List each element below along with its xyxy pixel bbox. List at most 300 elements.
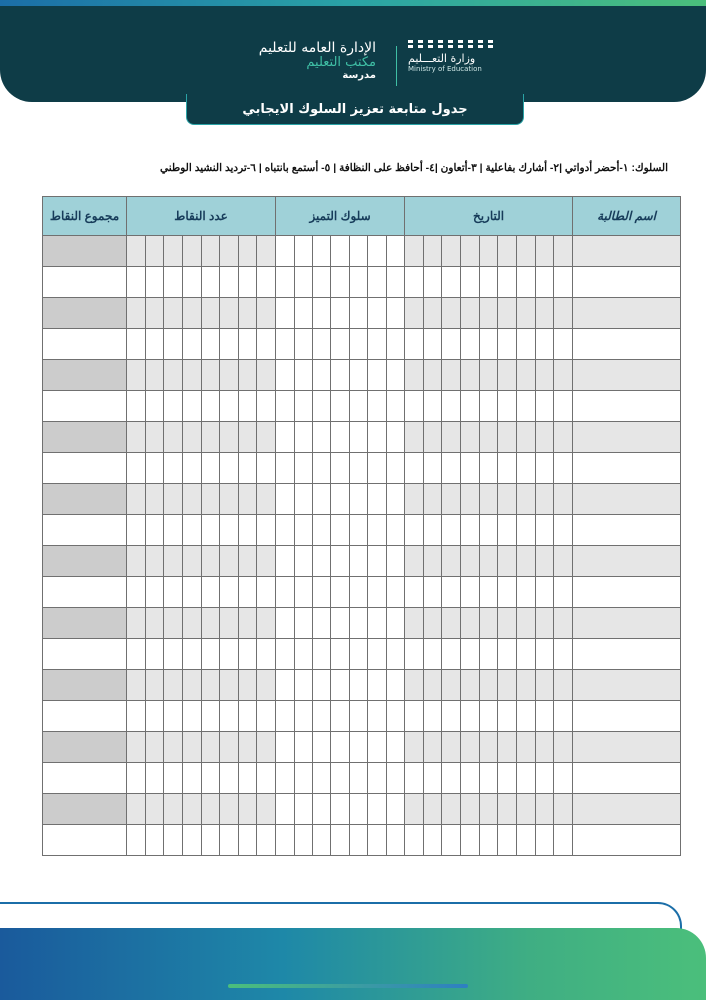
points-cell[interactable]	[145, 670, 164, 701]
behavior-cell[interactable]	[312, 825, 330, 856]
date-cell[interactable]	[516, 825, 535, 856]
behavior-cell[interactable]	[386, 236, 404, 267]
date-cell[interactable]	[498, 732, 517, 763]
points-cell[interactable]	[164, 763, 183, 794]
behavior-cell[interactable]	[368, 639, 386, 670]
points-cell[interactable]	[238, 825, 257, 856]
date-cell[interactable]	[461, 236, 480, 267]
date-cell[interactable]	[442, 825, 461, 856]
date-cell[interactable]	[479, 391, 498, 422]
date-cell[interactable]	[442, 546, 461, 577]
points-cell[interactable]	[127, 360, 146, 391]
date-cell[interactable]	[554, 298, 573, 329]
total-cell[interactable]	[43, 639, 127, 670]
points-cell[interactable]	[201, 422, 220, 453]
behavior-cell[interactable]	[276, 360, 294, 391]
behavior-cell[interactable]	[349, 484, 367, 515]
behavior-cell[interactable]	[276, 298, 294, 329]
student-name-cell[interactable]	[573, 422, 681, 453]
points-cell[interactable]	[220, 763, 239, 794]
points-cell[interactable]	[201, 825, 220, 856]
points-cell[interactable]	[238, 670, 257, 701]
points-cell[interactable]	[238, 484, 257, 515]
points-cell[interactable]	[238, 391, 257, 422]
points-cell[interactable]	[238, 577, 257, 608]
behavior-cell[interactable]	[312, 236, 330, 267]
behavior-cell[interactable]	[294, 360, 312, 391]
date-cell[interactable]	[461, 546, 480, 577]
date-cell[interactable]	[554, 701, 573, 732]
date-cell[interactable]	[423, 732, 442, 763]
total-cell[interactable]	[43, 608, 127, 639]
date-cell[interactable]	[423, 763, 442, 794]
date-cell[interactable]	[554, 546, 573, 577]
behavior-cell[interactable]	[349, 794, 367, 825]
points-cell[interactable]	[145, 546, 164, 577]
behavior-cell[interactable]	[294, 825, 312, 856]
behavior-cell[interactable]	[331, 763, 349, 794]
total-cell[interactable]	[43, 670, 127, 701]
points-cell[interactable]	[257, 360, 276, 391]
date-cell[interactable]	[423, 701, 442, 732]
date-cell[interactable]	[423, 236, 442, 267]
points-cell[interactable]	[164, 267, 183, 298]
date-cell[interactable]	[405, 453, 424, 484]
date-cell[interactable]	[479, 825, 498, 856]
behavior-cell[interactable]	[312, 639, 330, 670]
points-cell[interactable]	[238, 639, 257, 670]
date-cell[interactable]	[461, 267, 480, 298]
behavior-cell[interactable]	[349, 267, 367, 298]
points-cell[interactable]	[220, 732, 239, 763]
behavior-cell[interactable]	[312, 360, 330, 391]
behavior-cell[interactable]	[276, 236, 294, 267]
behavior-cell[interactable]	[276, 794, 294, 825]
points-cell[interactable]	[257, 639, 276, 670]
date-cell[interactable]	[423, 608, 442, 639]
date-cell[interactable]	[535, 701, 554, 732]
behavior-cell[interactable]	[331, 329, 349, 360]
points-cell[interactable]	[127, 670, 146, 701]
behavior-cell[interactable]	[386, 825, 404, 856]
behavior-cell[interactable]	[312, 608, 330, 639]
student-name-cell[interactable]	[573, 360, 681, 391]
behavior-cell[interactable]	[312, 577, 330, 608]
date-cell[interactable]	[516, 763, 535, 794]
date-cell[interactable]	[479, 639, 498, 670]
date-cell[interactable]	[516, 484, 535, 515]
date-cell[interactable]	[516, 794, 535, 825]
points-cell[interactable]	[127, 484, 146, 515]
date-cell[interactable]	[554, 608, 573, 639]
date-cell[interactable]	[442, 670, 461, 701]
behavior-cell[interactable]	[294, 546, 312, 577]
date-cell[interactable]	[535, 298, 554, 329]
points-cell[interactable]	[220, 825, 239, 856]
points-cell[interactable]	[182, 732, 201, 763]
date-cell[interactable]	[461, 484, 480, 515]
behavior-cell[interactable]	[331, 484, 349, 515]
date-cell[interactable]	[461, 608, 480, 639]
date-cell[interactable]	[423, 794, 442, 825]
points-cell[interactable]	[238, 515, 257, 546]
points-cell[interactable]	[220, 267, 239, 298]
behavior-cell[interactable]	[294, 732, 312, 763]
date-cell[interactable]	[516, 639, 535, 670]
date-cell[interactable]	[442, 639, 461, 670]
points-cell[interactable]	[257, 577, 276, 608]
points-cell[interactable]	[201, 608, 220, 639]
date-cell[interactable]	[479, 236, 498, 267]
date-cell[interactable]	[498, 391, 517, 422]
date-cell[interactable]	[516, 670, 535, 701]
date-cell[interactable]	[461, 825, 480, 856]
behavior-cell[interactable]	[312, 794, 330, 825]
points-cell[interactable]	[238, 329, 257, 360]
total-cell[interactable]	[43, 422, 127, 453]
points-cell[interactable]	[164, 701, 183, 732]
behavior-cell[interactable]	[386, 329, 404, 360]
behavior-cell[interactable]	[386, 794, 404, 825]
behavior-cell[interactable]	[368, 422, 386, 453]
behavior-cell[interactable]	[349, 639, 367, 670]
behavior-cell[interactable]	[294, 298, 312, 329]
points-cell[interactable]	[145, 701, 164, 732]
date-cell[interactable]	[554, 422, 573, 453]
points-cell[interactable]	[257, 825, 276, 856]
behavior-cell[interactable]	[368, 267, 386, 298]
total-cell[interactable]	[43, 360, 127, 391]
date-cell[interactable]	[535, 360, 554, 391]
points-cell[interactable]	[220, 639, 239, 670]
behavior-cell[interactable]	[368, 453, 386, 484]
date-cell[interactable]	[516, 329, 535, 360]
behavior-cell[interactable]	[368, 329, 386, 360]
points-cell[interactable]	[238, 546, 257, 577]
behavior-cell[interactable]	[294, 515, 312, 546]
points-cell[interactable]	[127, 732, 146, 763]
date-cell[interactable]	[461, 298, 480, 329]
date-cell[interactable]	[516, 608, 535, 639]
behavior-cell[interactable]	[312, 763, 330, 794]
student-name-cell[interactable]	[573, 825, 681, 856]
points-cell[interactable]	[145, 825, 164, 856]
behavior-cell[interactable]	[276, 422, 294, 453]
behavior-cell[interactable]	[386, 546, 404, 577]
date-cell[interactable]	[461, 453, 480, 484]
date-cell[interactable]	[423, 391, 442, 422]
points-cell[interactable]	[220, 608, 239, 639]
points-cell[interactable]	[127, 515, 146, 546]
points-cell[interactable]	[182, 670, 201, 701]
date-cell[interactable]	[535, 825, 554, 856]
points-cell[interactable]	[164, 515, 183, 546]
date-cell[interactable]	[442, 267, 461, 298]
points-cell[interactable]	[164, 298, 183, 329]
behavior-cell[interactable]	[276, 670, 294, 701]
behavior-cell[interactable]	[331, 608, 349, 639]
points-cell[interactable]	[164, 670, 183, 701]
total-cell[interactable]	[43, 701, 127, 732]
points-cell[interactable]	[127, 577, 146, 608]
date-cell[interactable]	[554, 639, 573, 670]
behavior-cell[interactable]	[349, 515, 367, 546]
behavior-cell[interactable]	[312, 422, 330, 453]
points-cell[interactable]	[201, 329, 220, 360]
points-cell[interactable]	[238, 701, 257, 732]
behavior-cell[interactable]	[331, 515, 349, 546]
behavior-cell[interactable]	[368, 794, 386, 825]
points-cell[interactable]	[164, 329, 183, 360]
date-cell[interactable]	[423, 329, 442, 360]
behavior-cell[interactable]	[294, 484, 312, 515]
date-cell[interactable]	[423, 546, 442, 577]
points-cell[interactable]	[182, 701, 201, 732]
behavior-cell[interactable]	[349, 701, 367, 732]
points-cell[interactable]	[257, 794, 276, 825]
behavior-cell[interactable]	[312, 391, 330, 422]
behavior-cell[interactable]	[386, 701, 404, 732]
points-cell[interactable]	[182, 794, 201, 825]
date-cell[interactable]	[498, 267, 517, 298]
points-cell[interactable]	[182, 825, 201, 856]
date-cell[interactable]	[535, 236, 554, 267]
date-cell[interactable]	[442, 608, 461, 639]
points-cell[interactable]	[201, 298, 220, 329]
behavior-cell[interactable]	[368, 484, 386, 515]
behavior-cell[interactable]	[294, 391, 312, 422]
behavior-cell[interactable]	[276, 515, 294, 546]
date-cell[interactable]	[405, 639, 424, 670]
points-cell[interactable]	[164, 391, 183, 422]
points-cell[interactable]	[145, 608, 164, 639]
points-cell[interactable]	[145, 577, 164, 608]
date-cell[interactable]	[479, 453, 498, 484]
date-cell[interactable]	[405, 360, 424, 391]
date-cell[interactable]	[535, 794, 554, 825]
points-cell[interactable]	[182, 546, 201, 577]
behavior-cell[interactable]	[386, 763, 404, 794]
behavior-cell[interactable]	[368, 546, 386, 577]
total-cell[interactable]	[43, 546, 127, 577]
date-cell[interactable]	[405, 577, 424, 608]
behavior-cell[interactable]	[276, 484, 294, 515]
points-cell[interactable]	[182, 639, 201, 670]
date-cell[interactable]	[405, 391, 424, 422]
points-cell[interactable]	[257, 546, 276, 577]
date-cell[interactable]	[442, 794, 461, 825]
points-cell[interactable]	[164, 546, 183, 577]
date-cell[interactable]	[479, 546, 498, 577]
points-cell[interactable]	[238, 794, 257, 825]
date-cell[interactable]	[479, 670, 498, 701]
behavior-cell[interactable]	[386, 422, 404, 453]
points-cell[interactable]	[220, 546, 239, 577]
points-cell[interactable]	[238, 453, 257, 484]
student-name-cell[interactable]	[573, 670, 681, 701]
student-name-cell[interactable]	[573, 639, 681, 670]
behavior-cell[interactable]	[276, 391, 294, 422]
date-cell[interactable]	[461, 732, 480, 763]
points-cell[interactable]	[201, 794, 220, 825]
points-cell[interactable]	[257, 391, 276, 422]
student-name-cell[interactable]	[573, 701, 681, 732]
behavior-cell[interactable]	[331, 732, 349, 763]
total-cell[interactable]	[43, 391, 127, 422]
date-cell[interactable]	[442, 763, 461, 794]
date-cell[interactable]	[479, 701, 498, 732]
date-cell[interactable]	[479, 794, 498, 825]
total-cell[interactable]	[43, 763, 127, 794]
behavior-cell[interactable]	[294, 453, 312, 484]
behavior-cell[interactable]	[331, 577, 349, 608]
behavior-cell[interactable]	[386, 453, 404, 484]
points-cell[interactable]	[220, 577, 239, 608]
points-cell[interactable]	[257, 422, 276, 453]
points-cell[interactable]	[220, 701, 239, 732]
date-cell[interactable]	[516, 236, 535, 267]
date-cell[interactable]	[479, 422, 498, 453]
date-cell[interactable]	[405, 701, 424, 732]
date-cell[interactable]	[442, 298, 461, 329]
date-cell[interactable]	[498, 701, 517, 732]
date-cell[interactable]	[405, 608, 424, 639]
date-cell[interactable]	[461, 670, 480, 701]
date-cell[interactable]	[461, 577, 480, 608]
date-cell[interactable]	[535, 329, 554, 360]
date-cell[interactable]	[554, 329, 573, 360]
points-cell[interactable]	[164, 453, 183, 484]
points-cell[interactable]	[238, 608, 257, 639]
date-cell[interactable]	[423, 825, 442, 856]
behavior-cell[interactable]	[312, 484, 330, 515]
points-cell[interactable]	[257, 267, 276, 298]
student-name-cell[interactable]	[573, 577, 681, 608]
behavior-cell[interactable]	[331, 298, 349, 329]
date-cell[interactable]	[516, 391, 535, 422]
behavior-cell[interactable]	[386, 360, 404, 391]
date-cell[interactable]	[461, 763, 480, 794]
behavior-cell[interactable]	[349, 732, 367, 763]
date-cell[interactable]	[516, 732, 535, 763]
behavior-cell[interactable]	[294, 763, 312, 794]
date-cell[interactable]	[479, 515, 498, 546]
date-cell[interactable]	[554, 391, 573, 422]
points-cell[interactable]	[201, 360, 220, 391]
behavior-cell[interactable]	[386, 484, 404, 515]
behavior-cell[interactable]	[312, 670, 330, 701]
points-cell[interactable]	[201, 391, 220, 422]
points-cell[interactable]	[257, 484, 276, 515]
points-cell[interactable]	[145, 453, 164, 484]
points-cell[interactable]	[182, 608, 201, 639]
date-cell[interactable]	[479, 360, 498, 391]
date-cell[interactable]	[535, 546, 554, 577]
points-cell[interactable]	[145, 236, 164, 267]
points-cell[interactable]	[257, 732, 276, 763]
date-cell[interactable]	[405, 732, 424, 763]
behavior-cell[interactable]	[331, 546, 349, 577]
behavior-cell[interactable]	[368, 360, 386, 391]
behavior-cell[interactable]	[349, 825, 367, 856]
points-cell[interactable]	[182, 515, 201, 546]
behavior-cell[interactable]	[386, 515, 404, 546]
behavior-cell[interactable]	[349, 391, 367, 422]
date-cell[interactable]	[516, 453, 535, 484]
points-cell[interactable]	[145, 794, 164, 825]
points-cell[interactable]	[182, 484, 201, 515]
date-cell[interactable]	[535, 732, 554, 763]
date-cell[interactable]	[535, 577, 554, 608]
date-cell[interactable]	[535, 267, 554, 298]
date-cell[interactable]	[498, 515, 517, 546]
points-cell[interactable]	[238, 763, 257, 794]
points-cell[interactable]	[220, 298, 239, 329]
behavior-cell[interactable]	[294, 422, 312, 453]
total-cell[interactable]	[43, 236, 127, 267]
points-cell[interactable]	[201, 453, 220, 484]
points-cell[interactable]	[145, 267, 164, 298]
points-cell[interactable]	[182, 236, 201, 267]
points-cell[interactable]	[182, 422, 201, 453]
total-cell[interactable]	[43, 453, 127, 484]
points-cell[interactable]	[145, 484, 164, 515]
points-cell[interactable]	[164, 825, 183, 856]
date-cell[interactable]	[516, 546, 535, 577]
points-cell[interactable]	[164, 794, 183, 825]
date-cell[interactable]	[479, 267, 498, 298]
date-cell[interactable]	[498, 763, 517, 794]
total-cell[interactable]	[43, 794, 127, 825]
behavior-cell[interactable]	[349, 608, 367, 639]
behavior-cell[interactable]	[294, 670, 312, 701]
date-cell[interactable]	[554, 484, 573, 515]
behavior-cell[interactable]	[276, 546, 294, 577]
student-name-cell[interactable]	[573, 298, 681, 329]
points-cell[interactable]	[182, 329, 201, 360]
behavior-cell[interactable]	[386, 267, 404, 298]
date-cell[interactable]	[423, 484, 442, 515]
behavior-cell[interactable]	[349, 360, 367, 391]
behavior-cell[interactable]	[276, 608, 294, 639]
date-cell[interactable]	[442, 422, 461, 453]
behavior-cell[interactable]	[349, 763, 367, 794]
points-cell[interactable]	[145, 391, 164, 422]
date-cell[interactable]	[498, 329, 517, 360]
date-cell[interactable]	[442, 453, 461, 484]
points-cell[interactable]	[201, 701, 220, 732]
behavior-cell[interactable]	[386, 391, 404, 422]
date-cell[interactable]	[461, 515, 480, 546]
points-cell[interactable]	[164, 732, 183, 763]
behavior-cell[interactable]	[294, 701, 312, 732]
student-name-cell[interactable]	[573, 236, 681, 267]
date-cell[interactable]	[535, 763, 554, 794]
behavior-cell[interactable]	[349, 453, 367, 484]
date-cell[interactable]	[461, 360, 480, 391]
total-cell[interactable]	[43, 577, 127, 608]
date-cell[interactable]	[554, 577, 573, 608]
points-cell[interactable]	[127, 267, 146, 298]
behavior-cell[interactable]	[331, 453, 349, 484]
date-cell[interactable]	[442, 577, 461, 608]
points-cell[interactable]	[127, 608, 146, 639]
points-cell[interactable]	[127, 453, 146, 484]
date-cell[interactable]	[442, 391, 461, 422]
behavior-cell[interactable]	[312, 701, 330, 732]
date-cell[interactable]	[423, 639, 442, 670]
behavior-cell[interactable]	[276, 639, 294, 670]
